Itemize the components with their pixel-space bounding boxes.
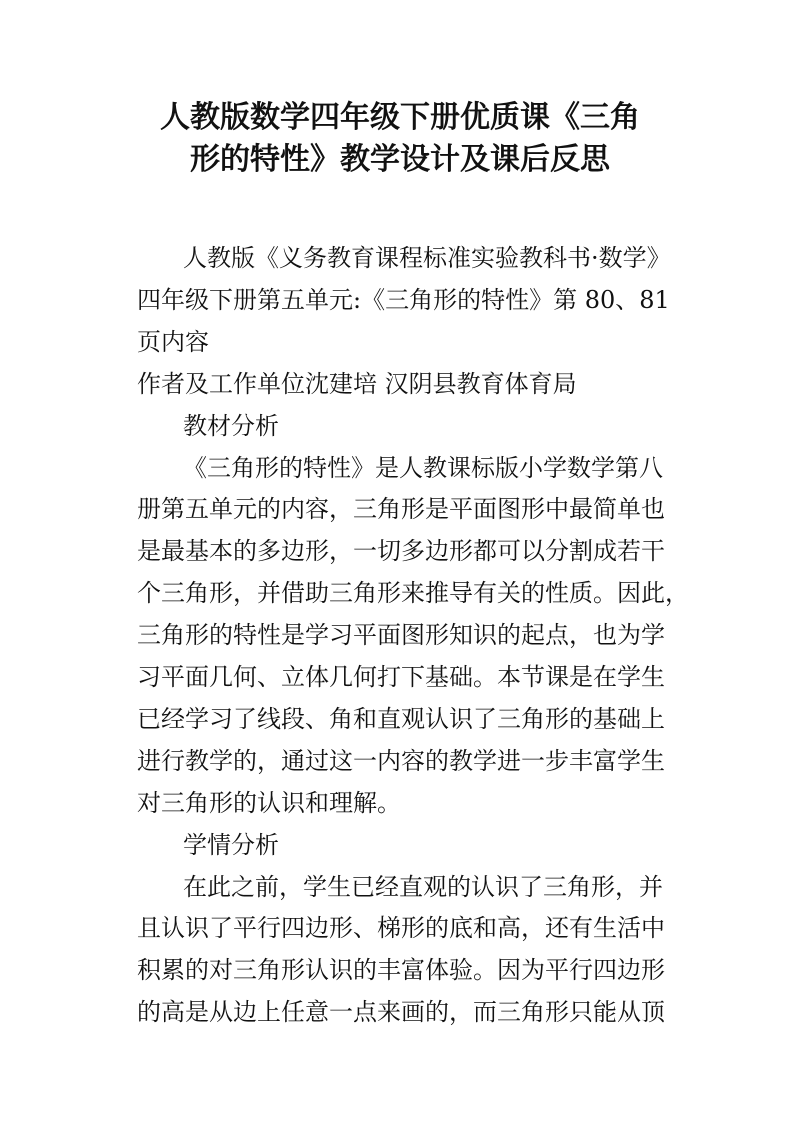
body-text-line: 三角形的特性是学习平面图形知识的起点，也为学 (137, 621, 665, 650)
body-text-line: 页内容 (137, 327, 209, 356)
document-title-line-2: 形的特性》教学设计及课后反思 (190, 142, 610, 177)
body-text-line: 进行教学的，通过这一内容的教学进一步丰富学生 (137, 746, 665, 775)
body-text-line: 且认识了平行四边形、梯形的底和高，还有生活中 (137, 914, 665, 943)
body-text-line: 积累的对三角形认识的丰富体验。因为平行四边形 (137, 956, 665, 985)
body-text-line: 人教版《义务教育课程标准实验教科书·数学》 (183, 244, 671, 272)
body-text-line: 四年级下册第五单元:《三角形的特性》第 80、81 (137, 285, 670, 314)
body-text-line: 学情分析 (183, 830, 279, 859)
body-text-line: 在此之前，学生已经直观的认识了三角形，并 (183, 872, 663, 901)
body-text-line: 已经学习了线段、角和直观认识了三角形的基础上 (137, 704, 665, 733)
body-text-line: 习平面几何、立体几何打下基础。本节课是在学生 (137, 663, 665, 691)
document-title-line-1: 人教版数学四年级下册优质课《三角 (160, 100, 640, 135)
body-text-line: 个三角形，并借助三角形来推导有关的性质。因此， (137, 579, 689, 608)
body-text-line: 教材分析 (183, 411, 279, 440)
body-text-line: 对三角形的认识和理解。 (137, 788, 401, 817)
body-text-line: 的高是从边上任意一点来画的，而三角形只能从顶 (137, 998, 665, 1027)
body-text-line: 《三角形的特性》是人教课标版小学数学第八 (183, 453, 663, 482)
body-text-line: 是最基本的多边形，一切多边形都可以分割成若干 (137, 537, 665, 566)
body-text-line: 册第五单元的内容，三角形是平面图形中最简单也 (137, 495, 665, 524)
body-text-line: 作者及工作单位沈建培 汉阴县教育体育局 (137, 369, 577, 398)
